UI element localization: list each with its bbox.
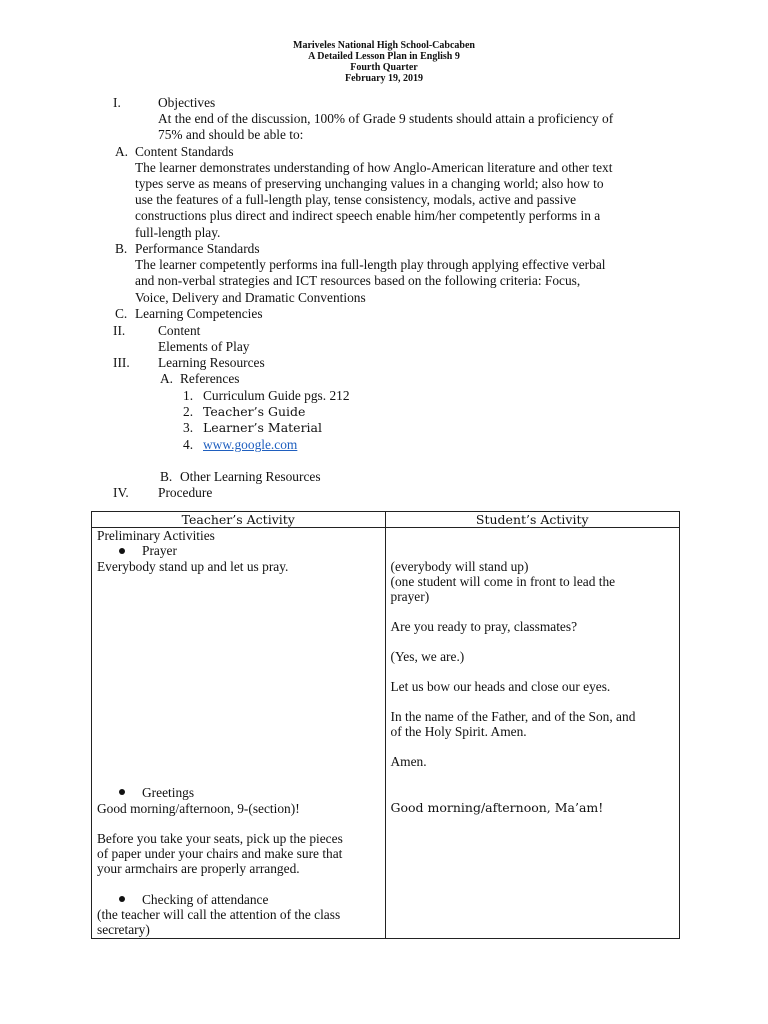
performance-standards-letter: B. [115, 241, 128, 256]
seats-text-3: your armchairs are properly arranged. [97, 861, 300, 876]
student-bow: Let us bow our heads and close our eyes. [390, 679, 611, 694]
activity-table [91, 511, 680, 939]
bullet-icon [119, 548, 125, 554]
objectives-text-2: 75% and should be able to: [158, 127, 304, 142]
student-activity-cell [385, 528, 680, 939]
teacher-activity-cell [92, 528, 386, 939]
bullet-icon [119, 789, 125, 795]
performance-standards-line: Voice, Delivery and Dramatic Conventions [135, 290, 366, 305]
procedure-title: Procedure [158, 485, 213, 500]
quarter: Fourth Quarter [350, 62, 418, 73]
student-greeting: Good morning/afternoon, Ma’am! [390, 800, 604, 815]
attendance-text-1: (the teacher will call the attention of the class [97, 907, 341, 922]
student-lead-1: (one student will come in front to lead the [390, 574, 616, 589]
preliminary-activities: Preliminary Activities [97, 528, 215, 543]
seats-text-2: of paper under your chairs and make sure that [97, 846, 343, 861]
greetings-text: Good morning/afternoon, 9-(section)! [97, 801, 300, 816]
prayer-bullet: Prayer [142, 543, 177, 558]
prayer-text: Everybody stand up and let us pray. [97, 559, 289, 574]
school-name: Mariveles National High School-Cabcaben [293, 40, 475, 51]
learning-competencies-letter: C. [115, 306, 128, 321]
reference-num: 1. [183, 388, 194, 403]
reference-item: Curriculum Guide pgs. 212 [203, 388, 350, 403]
teacher-activity-header: Teacher’s Activity [92, 512, 386, 528]
greetings-bullet: Greetings [142, 785, 195, 800]
content-numeral: II. [113, 323, 126, 338]
content-standards-line: constructions plus direct and indirect speech enable him/her competently performs in a [135, 208, 601, 223]
learning-resources-title: Learning Resources [158, 355, 265, 370]
reference-num: 3. [183, 420, 194, 435]
plan-title: A Detailed Lesson Plan in English 9 [308, 51, 460, 62]
seats-text-1: Before you take your seats, pick up the pieces [97, 831, 343, 846]
objectives-numeral: I. [113, 95, 121, 110]
reference-item: Teacher’s Guide [203, 404, 306, 419]
student-yes: (Yes, we are.) [390, 649, 465, 664]
other-resources-title: Other Learning Resources [180, 469, 321, 484]
performance-standards-line: and non-verbal strategies and ICT resources based on the following criteria: Focus, [135, 273, 581, 288]
content-title: Content [158, 323, 201, 338]
references-letter: A. [160, 371, 174, 386]
student-name-1: In the name of the Father, and of the Son, and [390, 709, 636, 724]
bullet-icon [119, 896, 125, 902]
student-activity-header: Student’s Activity [385, 512, 680, 528]
objectives-text-1: At the end of the discussion, 100% of Grade 9 students should attain a proficiency of [158, 111, 614, 126]
objectives-title: Objectives [158, 95, 216, 110]
content-standards-line: full-length play. [135, 225, 221, 240]
reference-num: 4. [183, 437, 194, 452]
content-standards-line: use the features of a full-length play, tense consistency, modals, active and passive [135, 192, 577, 207]
content-standards-letter: A. [115, 144, 129, 159]
content-standards-line: The learner demonstrates understanding of how Anglo-American literature and other text [135, 160, 613, 175]
attendance-text-2: secretary) [97, 922, 150, 937]
date: February 19, 2019 [344, 73, 424, 84]
content-standards-title: Content Standards [135, 144, 234, 159]
learning-competencies-title: Learning Competencies [135, 306, 263, 321]
student-lead-2: prayer) [390, 589, 430, 604]
student-amen: Amen. [390, 754, 427, 769]
references-title: References [180, 371, 240, 386]
student-ready: Are you ready to pray, classmates? [390, 619, 578, 634]
other-resources-letter: B. [160, 469, 173, 484]
reference-num: 2. [183, 404, 194, 419]
google-link[interactable]: www.google.com [203, 437, 298, 452]
content-standards-line: types serve as means of preserving unchanging values in a changing world; also how to [135, 176, 604, 191]
student-name-2: of the Holy Spirit. Amen. [390, 724, 527, 739]
learning-resources-numeral: III. [113, 355, 130, 370]
procedure-numeral: IV. [113, 485, 129, 500]
performance-standards-line: The learner competently performs ina full-length play through applying effective verbal [135, 257, 606, 272]
student-stand: (everybody will stand up) [390, 559, 529, 574]
performance-standards-title: Performance Standards [135, 241, 260, 256]
attendance-bullet: Checking of attendance [142, 892, 269, 907]
reference-item: Learner’s Material [203, 420, 323, 435]
content-text: Elements of Play [158, 339, 250, 354]
